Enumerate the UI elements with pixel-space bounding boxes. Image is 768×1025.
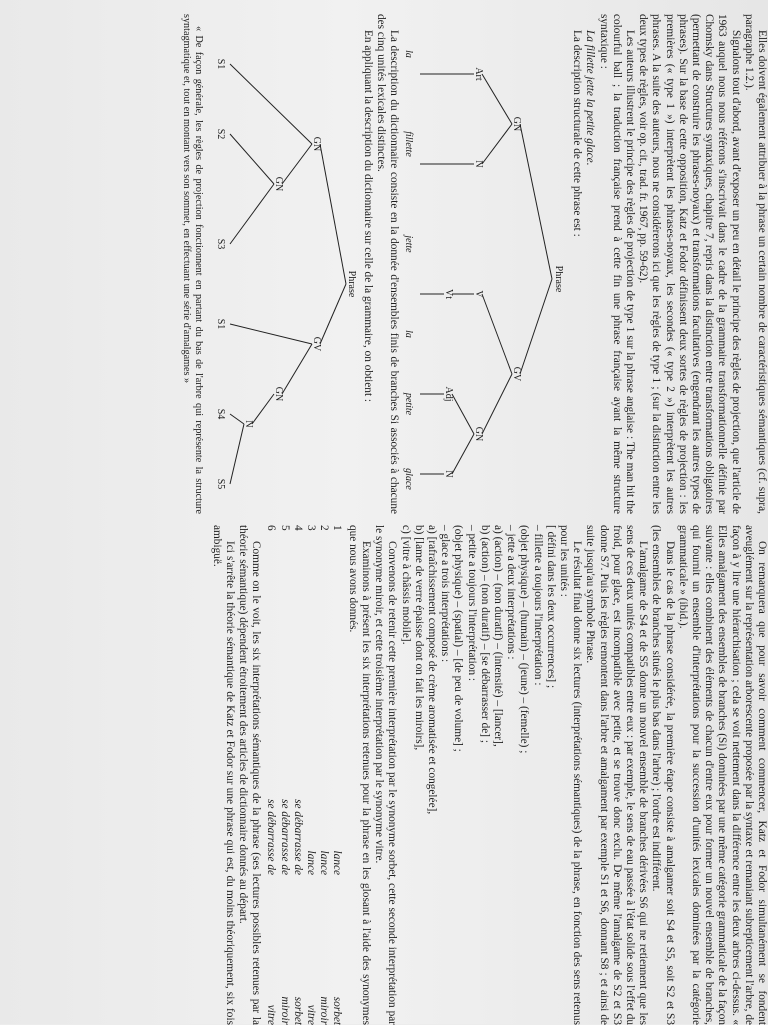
- reading-number: 3: [305, 525, 318, 531]
- tree2-root: Phrase: [346, 270, 358, 298]
- tree2-node: GV: [311, 336, 323, 352]
- tree1-word: la: [402, 50, 414, 58]
- tree1-node: N: [442, 470, 454, 478]
- reading-row: [291, 525, 304, 1025]
- reading-number: 2: [318, 525, 331, 531]
- reading-verb: lance: [305, 850, 318, 875]
- tree1-node: Adj: [442, 386, 454, 402]
- lower-para-6: Convenons de retenir cette première interprétation par le synonyme sorbet, cette seconde interprétation par le synonyme miroir, et cette troisième interprétation par le synonyme vitre.: [373, 525, 399, 1025]
- tree1-node: N: [472, 160, 484, 168]
- reading-verb: se débarrasse de: [278, 799, 291, 875]
- reading-number: 1: [331, 525, 344, 531]
- tree1-node: GV: [510, 366, 522, 382]
- reading-object: vitre: [265, 1004, 278, 1025]
- lower-para-5: Examinons à présent les six interprétations retenues pour la phrase en les glosant à l'aide des synonymes que nous avons donnés.: [346, 525, 372, 1025]
- reading-object: miroir: [278, 996, 291, 1025]
- tree2-leaf: S2: [215, 128, 227, 140]
- reading-verb: se débarrasse de: [265, 799, 278, 875]
- reading-number: 5: [278, 525, 291, 531]
- tree2-node: N: [243, 420, 255, 428]
- list-item: – glace a trois interprétations :: [439, 525, 452, 663]
- reading-object: sorbet: [331, 996, 344, 1025]
- tree2-leaf: S4: [215, 408, 227, 420]
- list-item: a) (action) – (non duratif) – (intensité) – [lancer],: [491, 525, 504, 747]
- list-item: b) (action) – (non duratif) – [se débarrasser de] ;: [478, 525, 491, 744]
- list-item: – petite a toujours l'interprétation :: [465, 525, 478, 682]
- reading-object: vitre: [305, 1004, 318, 1025]
- reading-object: miroir: [318, 996, 331, 1025]
- tree1-node: Vt: [442, 289, 454, 299]
- upper-para-3: Les auteurs illustrent le principe des règles de projection de type 1 sur la phrase anglaise : The man hit the colourful ball ; la traduction française prend à cette fin une phrase française ayant la même structure syntaxique :: [597, 14, 636, 514]
- lower-para-1: On remarquera que pour savoir comment commencer, Katz et Fodor simultanément se fondent aveuglément sur la représentation arborescente proposée par la syntaxe et remaniant subrepticement l'arbre, de façon à y lire une hiérarchisation ; cela se voit nettement dans la différence entre les deux arbres ci-dessus. « Elles amalgament des ensembles de branches (Si) dominées par une même catégorie grammaticale de la façon suivante : elles combinent des éléments de chacun d'entre eux pour former un nouvel ensemble de branches, qui fournit un ensemble d'interprétations pour la succession d'unités lexicales dominées par la catégorie grammaticale » (ibid.).: [676, 525, 768, 1025]
- lower-para-4: Le résultat final donne six lectures (interprétations sémantiques) de la phrase, en fonction des sens retenus pour les unités :: [557, 525, 584, 1025]
- tree2-leaf: S5: [215, 478, 227, 490]
- reading-object: sorbet: [291, 996, 304, 1025]
- reading-number: 4: [291, 525, 304, 531]
- reading-verb: lance: [318, 850, 331, 875]
- tree1-node: GN: [472, 426, 484, 442]
- tree2-node: GN: [311, 136, 323, 152]
- upper-para-4: La description structurale de cette phrase est :: [571, 30, 584, 237]
- list-item: (objet physique) – (spatial) – [de peu de volume] ;: [452, 525, 465, 752]
- reading-row: [277, 525, 290, 1025]
- syntax-tree-2: [210, 14, 360, 514]
- tree1-word: la: [402, 330, 414, 338]
- upper-para-2: Signalons tout d'abord, avant d'exposer un peu en détail le principe des règles de projection, que l'article de 1963 auquel nous nous référons s'inscrivait dans le cadre de la grammaire transformationnelle définie par Chomsky dans Structures syntaxiques, chapitre 7, repris dans la distinction entre transformations obligatoires (permettant de construire les phrases-noyaux) et transformations facultatives (engendrant les autres types de phrases). Sur la base de cette opposition, Katz et Fodor définissent deux sortes de règles de projection : les premières (« type 1 ») interprètent les phrases-noyaux, les secondes (« type 2 ») interprètent les autres phrases. A la suite des auteurs, nous ne considérerons ici que les règles de type 1 ; (sur la distinction entre les deux types de règles, voir op. cit., trad. fr. 1967, pp. 59-62).: [637, 14, 742, 514]
- tree2-node: GN: [273, 176, 285, 192]
- readings-list: [264, 525, 343, 1025]
- tree1-node: V: [472, 290, 484, 298]
- reading-row: [330, 525, 343, 1025]
- tree2-node: GN: [273, 386, 285, 402]
- reading-verb: lance: [331, 850, 344, 875]
- reading-row: [317, 525, 330, 1025]
- tree1-word: petite: [402, 392, 414, 416]
- reading-row: [304, 525, 317, 1025]
- tree2-leaf: S1: [215, 58, 227, 70]
- list-item: c) [vitre à châssis mobile].: [399, 525, 412, 645]
- lower-para-2: Dans le cas de la phrase considérée, la première étape consiste à amalgamer soit S4 et S5, soit S2 et S3 (les ensembles de branches situés le plus bas dans l'arbre) ; l'ordre est indifférent.: [650, 525, 676, 1025]
- tree1-node: GN: [510, 116, 522, 132]
- list-item: (objet physique) – (humain) – (jeune) – (femelle) ;: [518, 525, 531, 754]
- tree1-word: fillette: [402, 131, 414, 157]
- reading-row: [264, 525, 277, 1025]
- lower-para-8: Ici s'arrête la théorie sémantique de Katz et Fodor sur une phrase qui est, du moins théoriquement, six fois ambiguë.: [210, 525, 236, 1025]
- list-item: – jette a deux interprétations :: [505, 525, 518, 660]
- upper-para-6: En appliquant la description du dictionnaire sur celle de la grammaire, on obtient :: [361, 30, 374, 403]
- lower-para-3: L'amalgame de S4 et de S5 donne un nouvel ensemble de branches dérivées S6 qui ne retiennent que les sens de ces deux unités compatibles entre eux : par exemple, le sens de eau passée à l'état solide sous l'effet du froid, pour glace, est incompatible avec petite, et se trouve donc exclu. De même l'amalgame de S2 et S3 donne S7. Puis les règles remontent dans l'arbre et amalgament par exemple S1 et S6, donnant S8 ; et ainsi de suite jusqu'au symbole Phrase.: [584, 525, 650, 1025]
- upper-page: [8, 14, 768, 514]
- footnote: [180, 14, 204, 514]
- tree2-leaf: S1: [215, 318, 227, 330]
- tree1-root: Phrase: [552, 265, 564, 293]
- tree1-word: glace: [402, 468, 414, 490]
- upper-para-5: La description du dictionnaire consiste en la donnée d'ensembles finis de branches Si associés à chacune des cinq unités lexicales distinctes.: [374, 14, 400, 514]
- reading-verb: se débarrasse de: [291, 799, 304, 875]
- list-item: b) [lame de verre épaisse dont on fait les miroirs],: [412, 525, 425, 751]
- tree2-leaf: S3: [215, 238, 227, 250]
- lower-para-7: Comme on le voit, les six interprétations sémantiques de la phrase (ses lectures possibles retenues par la théorie sémantique) dépendent étroitement des articles de dictionnaire donnés au départ.: [237, 525, 263, 1025]
- list-item: – fillette a toujours l'interprétation :: [531, 525, 544, 686]
- lower-page: [8, 525, 768, 1025]
- tree1-word: jette: [402, 235, 414, 253]
- footnote-text: « De façon générale, les règles de projection fonctionnent en partant du bas de l'arbre qui représente la structure syntagmatique et, tout en montant vers son sommet, en effectuant une série d'amalgames »: [181, 14, 205, 514]
- example-sentence: La fillette jette la petite glace.: [584, 30, 597, 166]
- interpretation-list: [398, 525, 556, 1025]
- syntax-tree-1: [400, 14, 570, 514]
- list-item: [ défini dans les deux occurrences] ;: [544, 525, 557, 689]
- tree1-node: Art: [472, 67, 484, 81]
- reading-number: 6: [265, 525, 278, 531]
- upper-para-1: Elles doivent également attribuer à la phrase un certain nombre de caractéristiques sémantiques (cf. supra, paragraphe 1.2.).: [742, 14, 768, 514]
- list-item: a) [rafraîchissement composé de crème aromatisée et congelée],: [425, 525, 438, 815]
